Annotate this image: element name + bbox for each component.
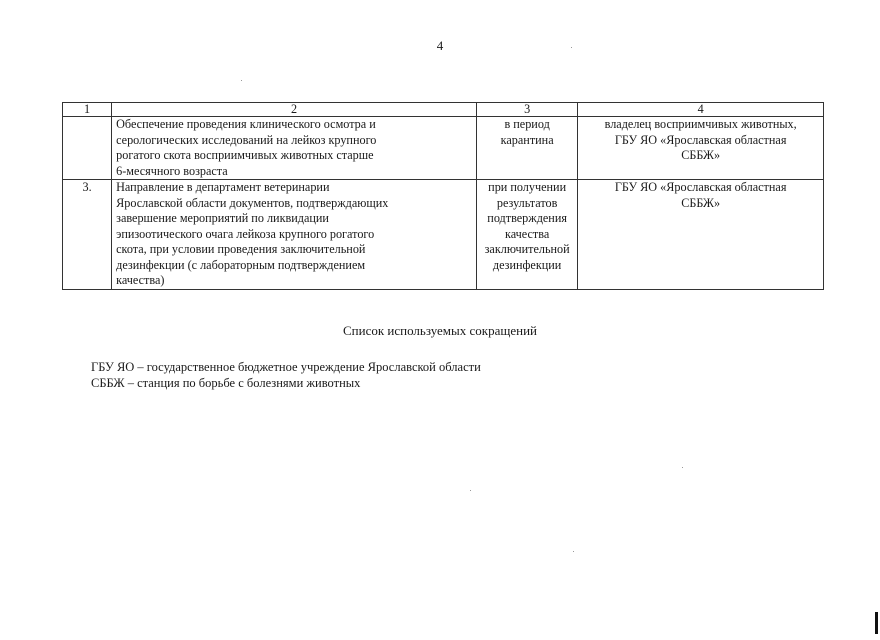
measure-line: качества) <box>116 273 165 287</box>
measure-line: Обеспечение проведения клинического осмотра и <box>116 117 376 131</box>
timing-cell <box>476 117 577 180</box>
timing-line: при получении <box>488 180 567 194</box>
table-header-row <box>63 103 824 117</box>
header-col-3: 3 <box>476 103 577 117</box>
abbreviation-item: СББЖ – станция по борьбе с болезнями животных <box>91 376 361 390</box>
measure-line: скота, при условии проведения заключительной <box>116 242 366 256</box>
scan-speck <box>573 551 574 552</box>
responsible-line: СББЖ» <box>681 148 721 162</box>
scan-margin-mark <box>875 612 878 634</box>
measure-line: Ярославской области документов, подтверждающих <box>116 195 389 210</box>
timing-line: карантина <box>500 132 554 147</box>
timing-line: в период <box>504 117 550 131</box>
measure-line: завершение мероприятий по ликвидации <box>116 211 329 225</box>
header-col-2: 2 <box>112 103 477 117</box>
timing-line: дезинфекции <box>492 257 562 272</box>
timing-cell <box>476 180 577 290</box>
timing-line: подтверждения <box>487 211 567 225</box>
row-number <box>63 117 112 180</box>
row-number: 3. <box>63 180 112 290</box>
measure-line: дезинфекции (с лабораторным подтверждением <box>116 257 366 272</box>
header-col-4: 4 <box>578 103 824 117</box>
measure-line: серологических исследований на лейкоз крупного <box>116 132 377 147</box>
responsible-line: СББЖ» <box>681 195 721 210</box>
measure-cell <box>112 180 477 290</box>
scan-speck <box>682 467 683 468</box>
page-number: 4 <box>436 38 444 53</box>
measures-table <box>62 102 824 290</box>
header-col-1: 1 <box>63 103 112 117</box>
abbreviations-list <box>91 359 481 391</box>
scan-speck <box>241 80 242 81</box>
table-row <box>63 180 824 290</box>
timing-line: заключительной <box>484 242 570 256</box>
responsible-line: ГБУ ЯО «Ярославская областная <box>614 132 787 147</box>
abbreviation-item: ГБУ ЯО – государственное бюджетное учреждение Ярославской области <box>91 360 481 374</box>
table-row <box>63 117 824 180</box>
responsible-line: владелец восприимчивых животных, <box>604 117 797 131</box>
responsible-cell <box>578 180 824 290</box>
scan-speck <box>571 47 572 48</box>
measure-line: рогатого скота восприимчивых животных старше <box>116 148 374 162</box>
measure-line: 6-месячного возраста <box>116 163 228 178</box>
timing-line: качества <box>505 226 550 241</box>
measure-line: эпизоотического очага лейкоза крупного рогатого <box>116 226 375 241</box>
measure-line: Направление в департамент ветеринарии <box>116 180 330 194</box>
responsible-cell <box>578 117 824 180</box>
abbreviations-title: Список используемых сокращений <box>342 323 538 338</box>
scan-speck <box>470 490 471 491</box>
responsible-line: ГБУ ЯО «Ярославская областная <box>614 180 787 194</box>
measure-cell <box>112 117 477 180</box>
timing-line: результатов <box>496 195 558 210</box>
